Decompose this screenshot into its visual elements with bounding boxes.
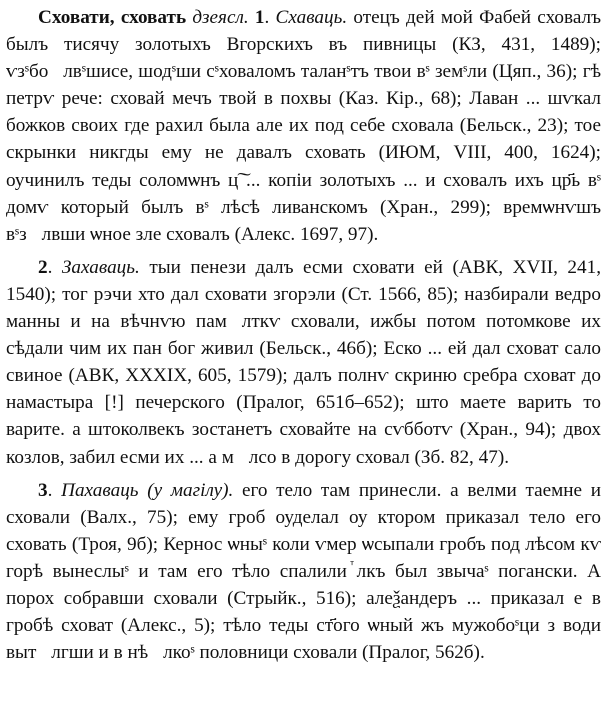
part-of-speech: дзеясл. [192, 7, 249, 28]
sense-3-number: 3 [38, 479, 48, 501]
sense-2-citations: тыи пенези далъ есми сховати ей (АВК, XVII, 241, 1540); тог рэчи хто дал сховати згорэли (Ст. 1566, 85); назбирали ведро манны и на вѣчнѵю памⷮлткѵ сховали, ижбы потом потомкове их сѣдали чим их пан бог живил (Бельск., 46б); Еско ... ей дал сховат сало свиное (АВК, XXXIX, 605, 1579); далъ полнѵ скриню сребра сховат до намастыра [!] печерского (Пралог, 651б–652); што маете варить то варите. а штоколвекъ зостанетъ сховайте на сѵбботѵ (Хран., 94); двох козлов, забил есми их ... а мⷮлсо в дорогу сховал (Зб. 82, 47). [6, 256, 602, 468]
sense-2-paragraph: 2. Захаваць. тыи пенези далъ есми сховати ей (АВК, XVII, 241, 1540); тог рэчи хто дал сховати згорэли (Ст. 1566, 85); назбирали ведро манны и на вѣчнѵю памⷮлткѵ сховали, ижбы потом потомкове их сѣдали чим их пан бог живил (Бельск., 46б); Еско ... ей дал сховат сало свиное (АВК, XXXIX, 605, 1579); далъ полнѵ скриню сребра сховат до намастыра [!] печерского (Пралог, 651б–652); што маете варить то варите. а штоколвекъ зостанетъ сховайте на сѵбботѵ (Хран., 94); двох козлов, забил есми их ... а мⷮлсо в дорогу сховал (Зб. 82, 47). [6, 256, 602, 468]
sense-2-number: 2 [38, 256, 48, 278]
sense-1-citations: отецъ дей мой Фабей сховалъ былъ тисячу золотыхъ Вгорскихъ въ пивницы (КЗ, 431, 1489); ѵзˢбоⷮлвˢшисе, шодˢши сˢховаломъ таланˢтъ твои вˢ земˢли (Цяп., 36); гѣ петрѵ рече: сховай мечъ твой в похвы (Каз. Кір., 68); Лаван ... шѵкал божков своих где рахил была але их под себе сховала (Бельск., 23); тое скрынки никгды ему не давалъ сховать (ИЮМ, VIII, 400, 1624); оучинилъ теды соломѡнъ ц͠ ... копіи золотыхъ ... и сховалъ ихъ цр҃ь вˢ домѵ который былъ вˢ лѣсѣ ливанскомъ (Хран., 299); времѡнѵшъ вˢзⷮлвши ѡное зле сховалъ (Алекс. 1697, 97). [6, 7, 602, 245]
sense-1-gloss: Схаваць. [275, 7, 348, 28]
headword: Сховати, сховать [38, 7, 187, 28]
sense-3-citations: его тело там принесли. а велми таемне и сховали (Валх., 75); ему гроб оуделал оу ктором приказал тело его сховать (Троя, 9б); Кернос ѡныˢ коли ѵмер ѡсыпали гробъ под лѣсом кѵ горѣ вынеслыˢ и там его тѣло спалили ⷮлкъ был звычаˢ погански. А порох собравши сховали (Стрыйк., 516); алеѯандеръ ... приказал е в гробѣ сховат (Алекс., 5); тѣло теды ст҃ого ѡный жъ мужобоˢци з води вытⷮлгши и в нѣⷮлкоˢ половници сховали (Пралог, 562б). [6, 479, 602, 664]
sense-1-paragraph: Сховати, сховать дзеясл. 1. Схаваць. отецъ дей мой Фабей сховалъ былъ тисячу золотыхъ Вгорскихъ въ пивницы (КЗ, 431, 1489); ѵзˢбоⷮлвˢшисе, шодˢши сˢховаломъ таланˢтъ твои вˢ земˢли (Цяп., 36); гѣ петрѵ рече: сховай мечъ твой в похвы (Каз. Кір., 68); Лаван ... шѵкал божков своих где рахил была але их под себе сховала (Бельск., 23); тое скрынки никгды ему не давалъ сховать (ИЮМ, VIII, 400, 1624); оучинилъ теды соломѡнъ ц͠ ... копіи золотыхъ ... и сховалъ ихъ цр҃ь вˢ домѵ который былъ вˢ лѣсѣ ливанскомъ (Хран., 299); времѡнѵшъ вˢзⷮлвши ѡное зле сховалъ (Алекс. 1697, 97). [6, 7, 602, 245]
sense-3-paragraph: 3. Пахаваць (у магілу). его тело там принесли. а велми таемне и сховали (Валх., 75); ему гроб оуделал оу ктором приказал тело его сховать (Троя, 9б); Кернос ѡныˢ коли ѵмер ѡсыпали гробъ под лѣсом кѵ горѣ вынеслыˢ и там его тѣло спалили ⷮлкъ был звычаˢ погански. А порох собравши сховали (Стрыйк., 516); алеѯандеръ ... приказал е в гробѣ сховат (Алекс., 5); тѣло теды ст҃ого ѡный жъ мужобоˢци з води вытⷮлгши и в нѣⷮлкоˢ половници сховали (Пралог, 562б). [6, 479, 602, 664]
sense-1-number: 1 [254, 7, 265, 28]
sense-3-gloss: Пахаваць (у магілу). [61, 479, 234, 501]
sense-2-gloss: Захаваць. [61, 256, 140, 278]
